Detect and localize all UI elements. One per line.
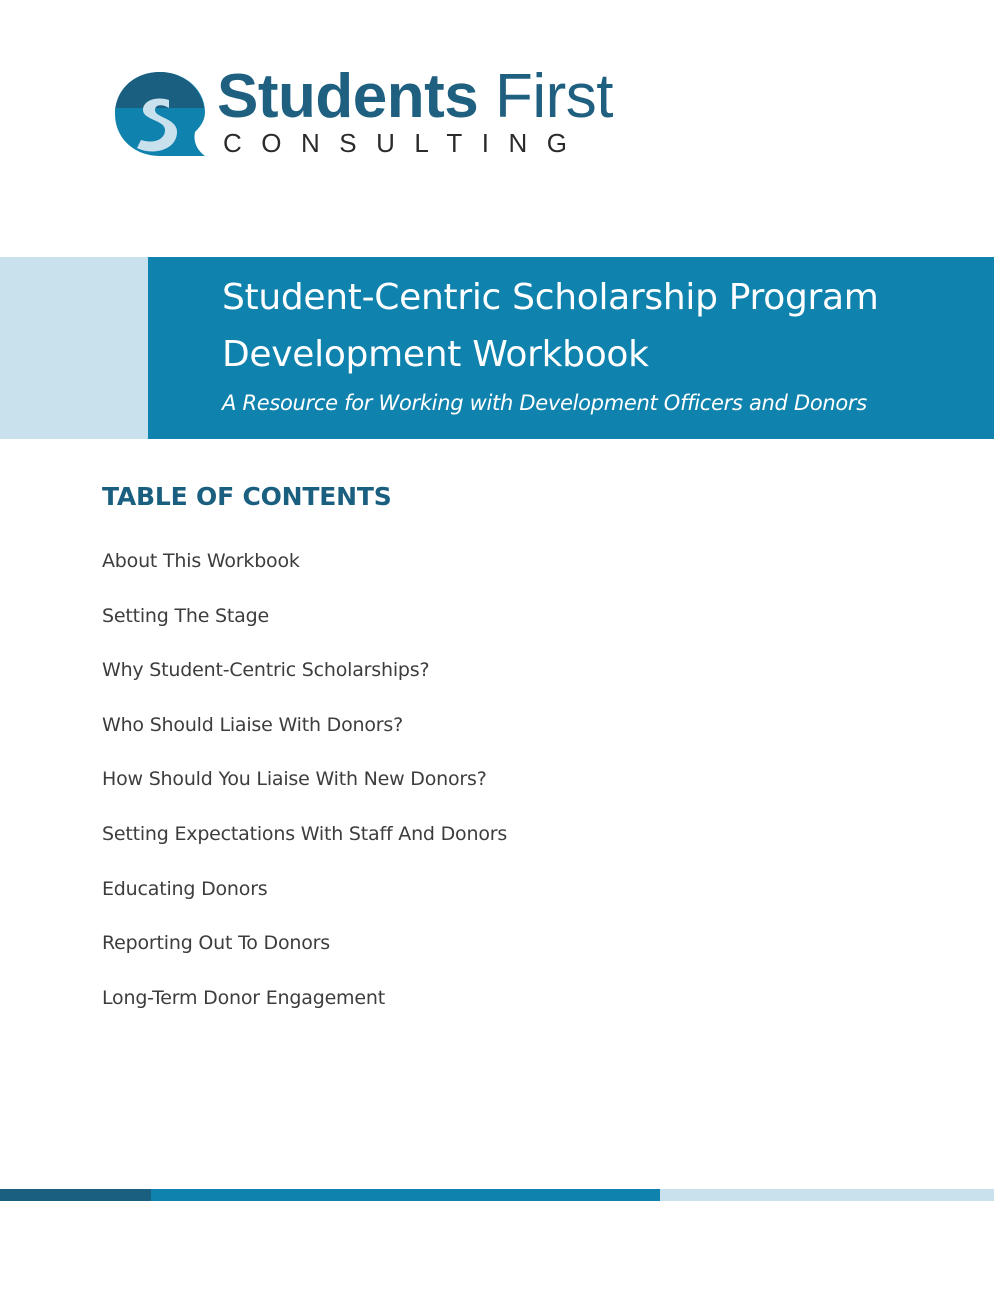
logo-title [217,64,613,130]
toc-item-long-term-engagement[interactable]: Long-Term Donor Engagement [102,986,385,1009]
logo-subtitle: CONSULTING [223,128,587,158]
toc-item-educating-donors[interactable]: Educating Donors [102,877,268,900]
document-title-line2: Development Workbook [222,334,649,375]
toc-item-how-should-you-liaise[interactable]: How Should You Liaise With New Donors? [102,768,487,791]
toc-item-about-this-workbook[interactable]: About This Workbook [102,550,300,572]
toc-heading: TABLE OF CONTENTS [102,482,392,511]
footer-bar-mid [151,1189,660,1201]
logo-title-light: First [494,62,613,131]
company-logo [113,62,653,166]
banner-accent [0,257,148,439]
footer-bar-dark [0,1189,151,1201]
speech-bubble-s-icon [113,70,207,160]
document-subtitle: A Resource for Working with Development Officers and Donors [222,391,867,415]
toc-item-who-should-liaise[interactable]: Who Should Liaise With Donors? [102,713,403,736]
logo-title-bold: Students [217,62,479,131]
toc-item-reporting-out[interactable]: Reporting Out To Donors [102,932,330,955]
toc-item-why-student-centric-scholarships[interactable]: Why Student-Centric Scholarships? [102,659,430,682]
toc-item-setting-expectations[interactable]: Setting Expectations With Staff And Donors [102,822,508,845]
document-title-line1: Student-Centric Scholarship Program [222,277,879,318]
document-title [222,269,962,383]
toc-list [102,546,507,1037]
title-banner [148,257,994,439]
footer-bar-light [660,1189,994,1201]
toc-item-setting-the-stage[interactable]: Setting The Stage [102,604,269,627]
